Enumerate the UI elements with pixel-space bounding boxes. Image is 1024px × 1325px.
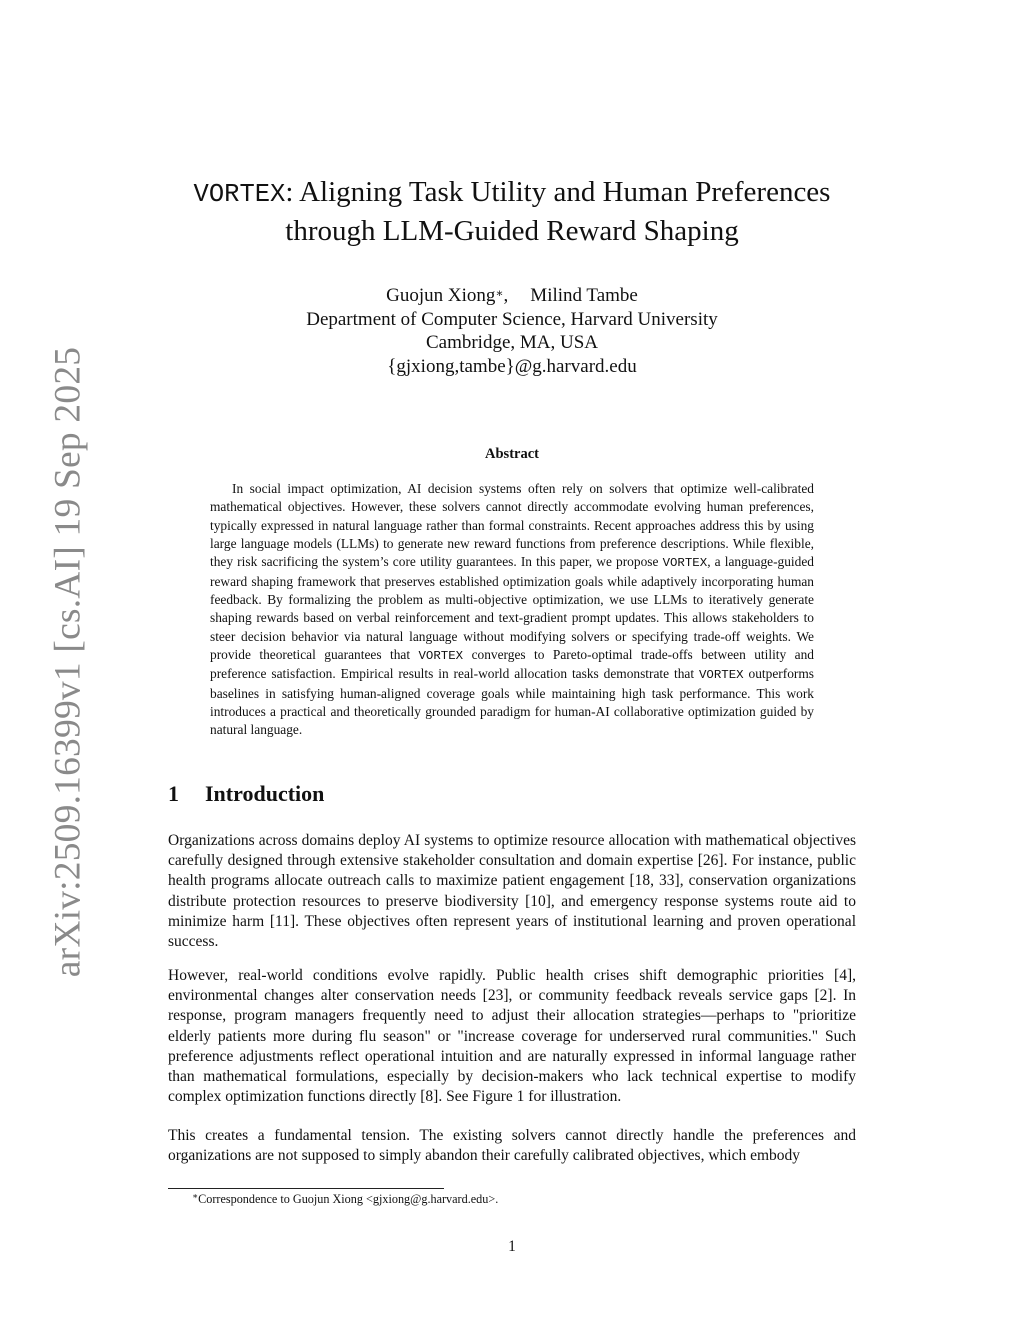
intro-paragraph-3: This creates a fundamental tension. The existing solvers cannot directly handle the preferences and organizations are not supposed to simply abandon their carefully calibrated objectives, which embody — [168, 1127, 856, 1165]
author-names — [200, 284, 824, 308]
abstract-system-name: VORTEX — [699, 668, 744, 683]
abstract-text-3: converges to Pareto-optimal trade-offs between utility and preference satisfaction. Empirical results in real-world allocation tasks demonstrate that — [210, 647, 814, 682]
page-number: 1 — [508, 1238, 516, 1255]
title-line-1 — [150, 174, 874, 213]
abstract-heading: Abstract — [485, 446, 539, 462]
author-1: Guojun Xiong — [386, 285, 496, 306]
title-line-2: through LLM-Guided Reward Shaping — [285, 215, 739, 247]
title-system-name: VORTEX — [193, 180, 286, 209]
paper-title — [150, 174, 874, 250]
abstract-system-name: VORTEX — [418, 649, 464, 664]
abstract-system-name: VORTEX — [662, 556, 708, 571]
footnote-mark: ∗ — [192, 1191, 199, 1201]
arxiv-identifier-stamp: arXiv:2509.16399v1 [cs.AI] 19 Sep 2025 — [47, 346, 89, 978]
intro-paragraph-2: However, real-world conditions evolve rapidly. Public health crises shift demographic priorities [4], environmental changes alter conservation needs [23], or community feedback reveals service gaps [2]. In response, program managers frequently need to adjust their allocation strategies—perhaps to "prioritize elderly patients more during flu season" or "increase coverage for underserved rural communities." Such preference adjustments reflect operational intuition and are naturally expressed in informal language rather than mathematical formulations, especially by decision-makers who lack technical expertise to modify complex optimization functions directly [8]. See Figure 1 for illustration. — [168, 967, 856, 1106]
location: Cambridge, MA, USA — [425, 332, 599, 353]
author-separator: , — [503, 285, 509, 306]
intro-paragraph-1: Organizations across domains deploy AI systems to optimize resource allocation with mathematical objectives carefully designed through extensive stakeholder consultation and domain expertise [26]. For instance, public health programs allocate outreach calls to maximize patient engagement [18, 33], conservation organizations distribute protection resources to preserve biodiversity [10], and emergency response systems route aid to minimize harm [11]. These objectives often represent years of institutional learning and proven operational success. — [168, 832, 856, 951]
abstract-text-2: , a language-guided reward shaping framework that preserves established optimization goals while adaptively incorporating human feedback. By formalizing the problem as multi-objective optimization, we use LLMs to iteratively generate shaping rewards based on verbal reinforcement and text-gradient prompt updates. This allows stakeholders to steer decision behavior via natural language without modifying solvers or specifying trade-off weights. We provide theoretical guarantees that — [210, 554, 814, 663]
section-number: 1 — [168, 781, 179, 806]
title-line-1-text: : Aligning Task Utility and Human Preferences — [285, 176, 831, 208]
footnote-divider — [168, 1188, 444, 1189]
footnote-text: Correspondence to Guojun Xiong <gjxiong@g.harvard.edu>. — [198, 1192, 499, 1206]
abstract-body — [210, 480, 814, 740]
section-title: Introduction — [205, 781, 325, 806]
abstract-text-4: outperforms baselines in satisfying human-aligned coverage goals while maintaining high task performance. This work introduces a practical and theoretically grounded paradigm for human-AI collaborative optimization guided by natural language. — [210, 666, 814, 738]
affiliation: Department of Computer Science, Harvard University — [306, 308, 718, 330]
footnote — [192, 1192, 498, 1207]
author-1-footnote-mark: ∗ — [495, 286, 504, 300]
author-2: Milind Tambe — [530, 285, 638, 306]
section-heading — [168, 781, 324, 807]
author-block — [200, 284, 824, 378]
abstract-text-1: In social impact optimization, AI decision systems often rely on solvers that optimize well-calibrated mathematical objectives. However, these solvers cannot directly accommodate evolving human preferences, typically expressed in natural language rather than formal constraints. Recent approaches address this by using large language models (LLMs) to generate new reward functions from preference descriptions. While flexible, they risk sacrificing the system’s core utility guarantees. In this paper, we propose — [210, 481, 814, 570]
email: {gjxiong,tambe}@g.harvard.edu — [387, 355, 637, 377]
